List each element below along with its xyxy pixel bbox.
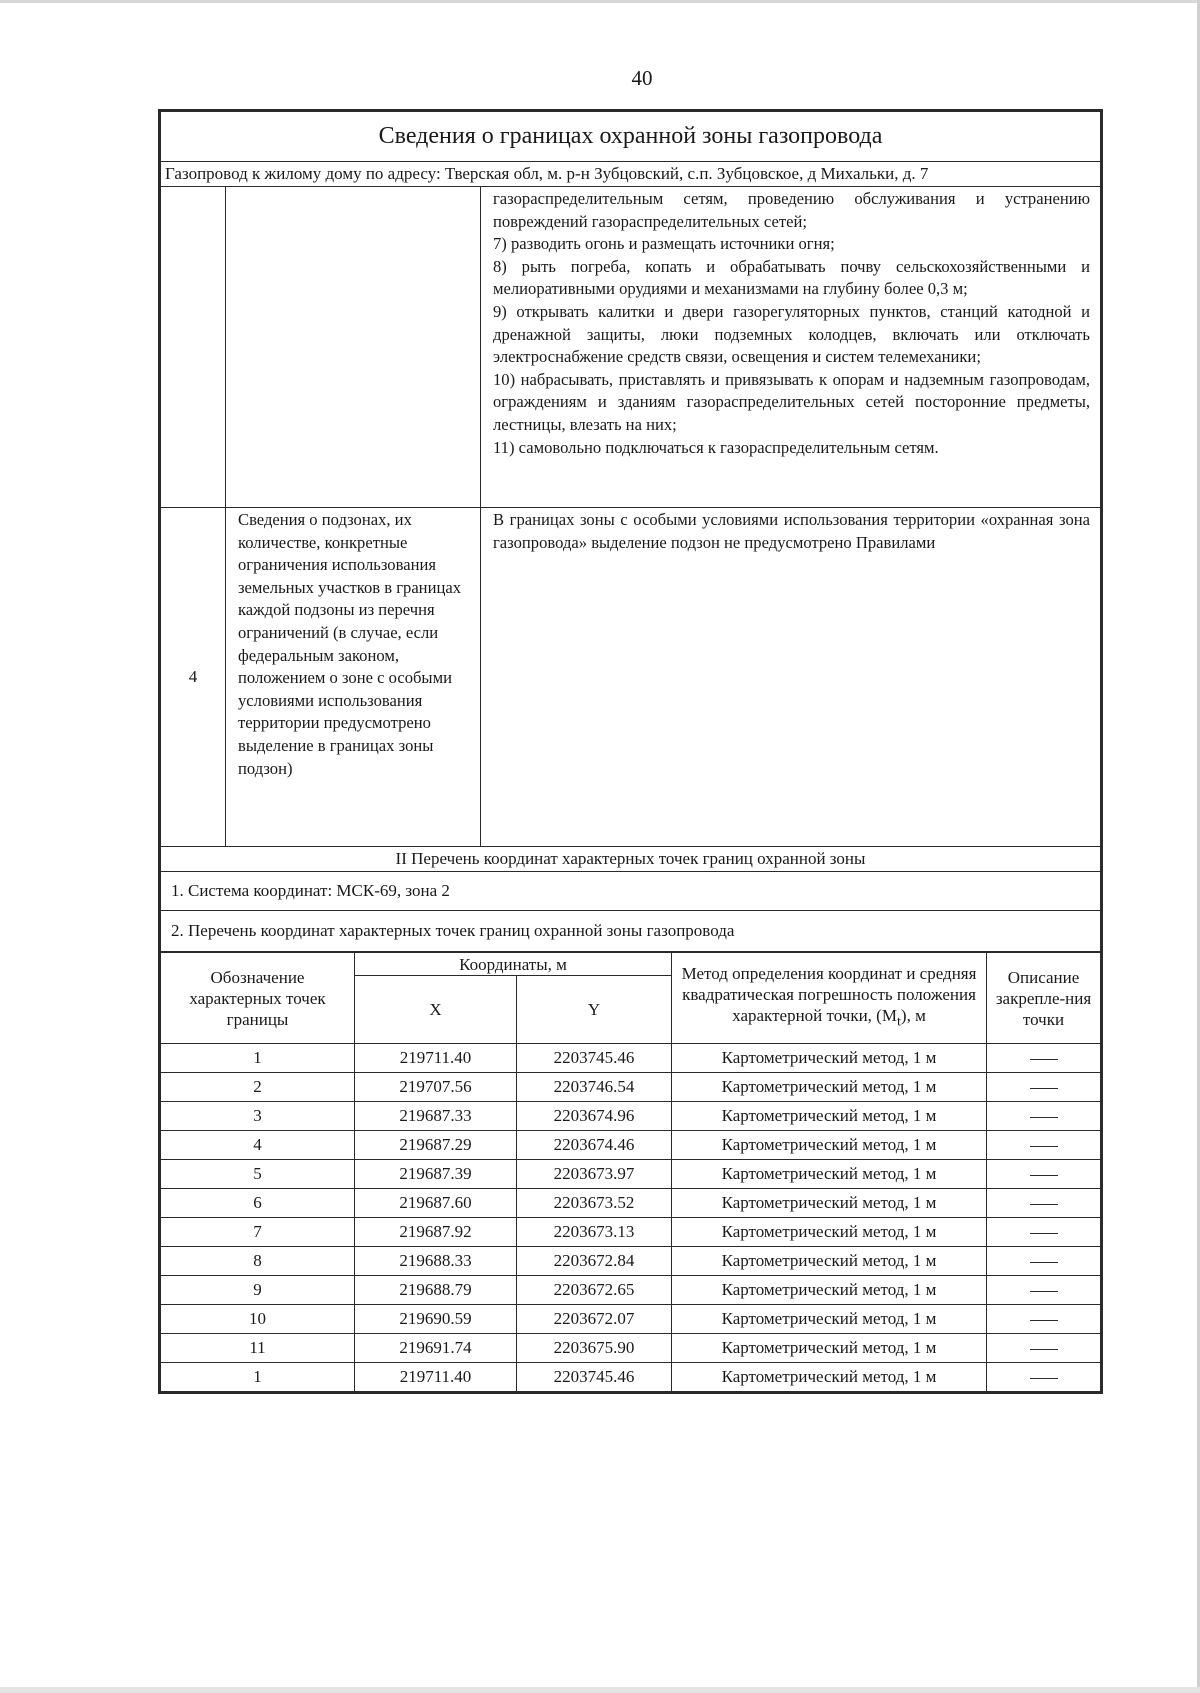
dash-line: [1030, 1262, 1058, 1263]
y-cell: 2203672.84: [517, 1247, 672, 1276]
x-cell: 219688.79: [355, 1276, 517, 1305]
method-cell: Картометрический метод, 1 м: [672, 1334, 987, 1363]
list-title: 2. Перечень координат характерных точек границ охранной зоны газопровода: [161, 911, 1101, 952]
table-row: [161, 1276, 1101, 1305]
method-cell: Картометрический метод, 1 м: [672, 1276, 987, 1305]
header-x: X: [355, 976, 517, 1044]
restriction-line: 9) открывать калитки и двери газорегуляторных пунктов, станций катодной и дренажной защиты, люки подземных колодцев, включать или отключать электроснабжение средств связи, освещения и систем телемеханики;: [493, 301, 1090, 367]
y-cell: 2203674.46: [517, 1131, 672, 1160]
dash-line: [1030, 1059, 1058, 1060]
restriction-line: 7) разводить огонь и размещать источники огня;: [493, 234, 835, 254]
scan-edge-bottom: [0, 1687, 1200, 1693]
x-cell: 219707.56: [355, 1073, 517, 1102]
header-description: Описание закрепле-ния точки: [987, 953, 1101, 1044]
method-cell: Картометрический метод, 1 м: [672, 1305, 987, 1334]
method-cell: Картометрический метод, 1 м: [672, 1218, 987, 1247]
description-cell: [987, 1247, 1101, 1276]
y-cell: 2203745.46: [517, 1363, 672, 1392]
point-cell: 7: [161, 1218, 355, 1247]
coordinates-table: [160, 952, 1101, 1392]
method-cell: Картометрический метод, 1 м: [672, 1363, 987, 1392]
restriction-line: 8) рыть погреба, копать и обрабатывать почву сельскохозяйственными и мелиоративными орудиями и механизмами на глубину более 0,3 м;: [493, 256, 1090, 299]
header-designation: Обозначение характерных точек границы: [161, 953, 355, 1044]
point-cell: 3: [161, 1102, 355, 1131]
dash-line: [1030, 1233, 1058, 1234]
point-cell: 9: [161, 1276, 355, 1305]
point-cell: 4: [161, 1131, 355, 1160]
method-cell: Картометрический метод, 1 м: [672, 1131, 987, 1160]
dash-line: [1030, 1088, 1058, 1089]
continuation-number: [161, 187, 226, 508]
dash-line: [1030, 1349, 1058, 1350]
x-cell: 219687.60: [355, 1189, 517, 1218]
point-cell: 10: [161, 1305, 355, 1334]
y-cell: 2203745.46: [517, 1044, 672, 1073]
y-cell: 2203746.54: [517, 1073, 672, 1102]
y-cell: 2203672.07: [517, 1305, 672, 1334]
x-cell: 219687.39: [355, 1160, 517, 1189]
dash-line: [1030, 1378, 1058, 1379]
document-title: Сведения о границах охранной зоны газопровода: [161, 112, 1101, 162]
table-row: [161, 1189, 1101, 1218]
description-cell: [987, 1276, 1101, 1305]
method-cell: Картометрический метод, 1 м: [672, 1189, 987, 1218]
method-cell: Картометрический метод, 1 м: [672, 1044, 987, 1073]
dash-line: [1030, 1320, 1058, 1321]
point-cell: 11: [161, 1334, 355, 1363]
restriction-line: 10) набрасывать, приставлять и привязывать к опорам и надземным газопроводам, ограждениям и зданиям газораспределительных сетей посторонние предметы, лестницы, влезать на них;: [493, 369, 1090, 434]
method-cell: Картометрический метод, 1 м: [672, 1160, 987, 1189]
table-row: [161, 1247, 1101, 1276]
x-cell: 219688.33: [355, 1247, 517, 1276]
x-cell: 219691.74: [355, 1334, 517, 1363]
restriction-line: 11) самовольно подключаться к газораспределительным сетям.: [493, 437, 939, 457]
table-row: [161, 1218, 1101, 1247]
row-number: 4: [161, 508, 226, 847]
description-cell: [987, 1102, 1101, 1131]
description-cell: [987, 1131, 1101, 1160]
object-description: Газопровод к жилому дому по адресу: Тверская обл, м. р-н Зубцовский, с.п. Зубцовское, д Михальки, д. 7: [161, 162, 1101, 187]
y-cell: 2203674.96: [517, 1102, 672, 1131]
subzones-label: Сведения о подзонах, их количестве, конкретные ограничения использования земельных участков в границах каждой подзоны из перечня ограничений (в случае, если федеральным законом, положением о зоне с особыми условиями использования территории предусмотрено выделение в границах зоны подзон): [226, 508, 481, 847]
description-cell: [987, 1334, 1101, 1363]
method-cell: Картометрический метод, 1 м: [672, 1102, 987, 1131]
dash-line: [1030, 1204, 1058, 1205]
dash-line: [1030, 1146, 1058, 1147]
table-row: [161, 1073, 1101, 1102]
y-cell: 2203673.97: [517, 1160, 672, 1189]
point-cell: 6: [161, 1189, 355, 1218]
description-cell: [987, 1363, 1101, 1392]
coord-system: 1. Система координат: МСК-69, зона 2: [161, 872, 1101, 911]
table-row: [161, 1305, 1101, 1334]
section-heading: II Перечень координат характерных точек границ охранной зоны: [161, 847, 1101, 872]
header-y: Y: [517, 976, 672, 1044]
dash-line: [1030, 1117, 1058, 1118]
subzones-text: В границах зоны с особыми условиями использования территории «охранная зона газопровода» выделение подзон не предусмотрено Правилами: [481, 508, 1101, 847]
zone-info-document: [158, 109, 1103, 1394]
method-cell: Картометрический метод, 1 м: [672, 1247, 987, 1276]
scan-edge-top: [0, 0, 1200, 3]
x-cell: 219687.29: [355, 1131, 517, 1160]
method-cell: Картометрический метод, 1 м: [672, 1073, 987, 1102]
point-cell: 1: [161, 1363, 355, 1392]
x-cell: 219687.33: [355, 1102, 517, 1131]
y-cell: 2203675.90: [517, 1334, 672, 1363]
x-cell: 219690.59: [355, 1305, 517, 1334]
table-row: [161, 1334, 1101, 1363]
dash-line: [1030, 1175, 1058, 1176]
header-coordinates: Координаты, м: [355, 953, 672, 976]
y-cell: 2203673.13: [517, 1218, 672, 1247]
description-cell: [987, 1073, 1101, 1102]
x-cell: 219711.40: [355, 1044, 517, 1073]
section-heading-row: [161, 847, 1101, 872]
dash-line: [1030, 1291, 1058, 1292]
restrictions-text: [481, 187, 1101, 508]
description-cell: [987, 1160, 1101, 1189]
point-cell: 1: [161, 1044, 355, 1073]
x-cell: 219687.92: [355, 1218, 517, 1247]
object-row: [161, 162, 1101, 187]
description-cell: [987, 1189, 1101, 1218]
table-row: [161, 1363, 1101, 1392]
restrictions-continuation-row: [161, 187, 1101, 508]
page-number: 40: [631, 66, 653, 90]
y-cell: 2203673.52: [517, 1189, 672, 1218]
list-title-row: [161, 911, 1101, 952]
table-row: [161, 1044, 1101, 1073]
continuation-label: [226, 187, 481, 508]
subzones-row: [161, 508, 1101, 847]
zone-info-table: [160, 111, 1101, 952]
y-cell: 2203672.65: [517, 1276, 672, 1305]
coords-header-row: [161, 953, 1101, 976]
point-cell: 8: [161, 1247, 355, 1276]
description-cell: [987, 1044, 1101, 1073]
x-cell: 219711.40: [355, 1363, 517, 1392]
header-method: Метод определения координат и средняя квадратическая погрешность положения характерной точки, $(M_t)$, м: [672, 953, 987, 1044]
description-cell: [987, 1305, 1101, 1334]
table-row: [161, 1102, 1101, 1131]
coords-body: [161, 1044, 1101, 1392]
title-row: [161, 112, 1101, 162]
table-row: [161, 1160, 1101, 1189]
point-cell: 2: [161, 1073, 355, 1102]
table-row: [161, 1131, 1101, 1160]
restriction-line: газораспределительным сетям, проведению обслуживания и устранению повреждений газораспределительных сетей;: [493, 189, 1090, 231]
point-cell: 5: [161, 1160, 355, 1189]
description-cell: [987, 1218, 1101, 1247]
coord-system-row: [161, 872, 1101, 911]
